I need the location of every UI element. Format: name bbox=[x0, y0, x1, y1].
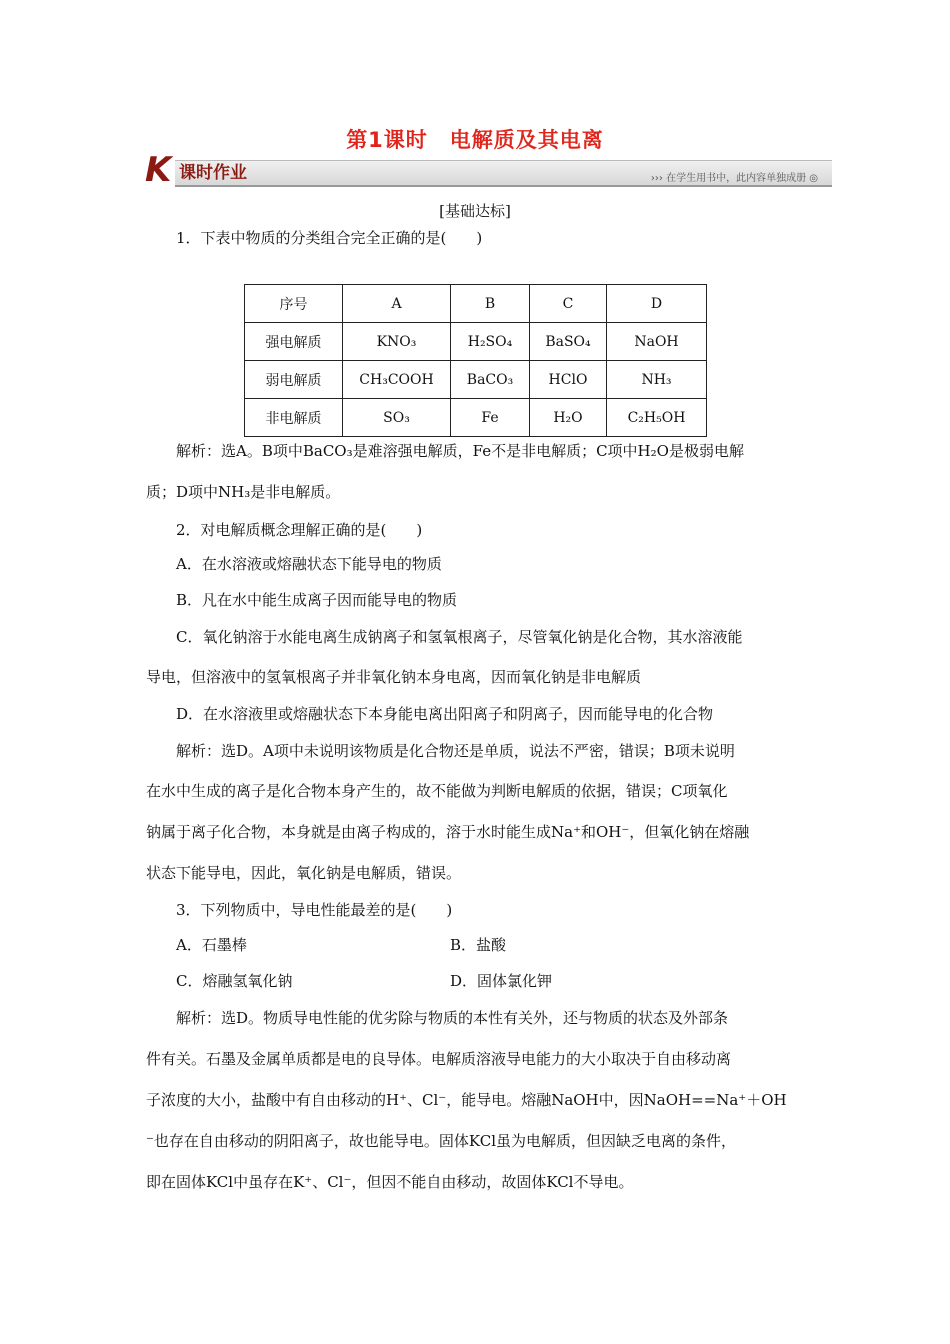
q3-analysis-line: 件有关。石墨及金属单质都是电的良导体。电解质溶液导电能力的大小取决于自由移动离 bbox=[146, 1050, 732, 1068]
table-cell: BaSO₄ bbox=[530, 323, 607, 361]
table-cell: SO₃ bbox=[343, 399, 451, 437]
table-cell: 强电解质 bbox=[245, 323, 343, 361]
table-cell: D bbox=[607, 285, 707, 323]
q3-option-c: C．熔融氢氧化钠 bbox=[176, 972, 293, 990]
q1-analysis-line: 解析：选A。B项中BaCO₃是难溶强电解质，Fe不是非电解质；C项中H₂O是极弱电解 bbox=[176, 442, 744, 460]
table-cell: C bbox=[530, 285, 607, 323]
q3-option-b: B．盐酸 bbox=[450, 936, 507, 954]
table-cell: H₂O bbox=[530, 399, 607, 437]
q3-analysis-line: ⁻也存在自由移动的阴阳离子，故也能导电。固体KCl虽为电解质，但因缺乏电离的条件， bbox=[146, 1132, 736, 1150]
table-cell: H₂SO₄ bbox=[451, 323, 530, 361]
q3-option-a: A．石墨棒 bbox=[176, 936, 247, 954]
q2-analysis-line: 在水中生成的离子是化合物本身产生的，故不能做为判断电解质的依据，错误；C项氧化 bbox=[146, 782, 728, 800]
q2-option-c: C．氧化钠溶于水能电离生成钠离子和氢氧根离子，尽管氧化钠是化合物，其水溶液能 bbox=[176, 628, 743, 646]
table-header-row bbox=[245, 285, 707, 323]
q3-analysis-line: 即在固体KCl中虽存在K⁺、Cl⁻，但因不能自由移动，故固体KCl不导电。 bbox=[146, 1173, 634, 1191]
q3-option-d: D．固体氯化钾 bbox=[450, 972, 553, 990]
table-cell: KNO₃ bbox=[343, 323, 451, 361]
table-row bbox=[245, 361, 707, 399]
homework-banner bbox=[145, 150, 832, 190]
banner-note: ››› 在学生用书中，此内容单独成册 ◎ bbox=[650, 173, 818, 184]
table-cell: CH₃COOH bbox=[343, 361, 451, 399]
table-cell: 序号 bbox=[245, 285, 343, 323]
q2-option-a: A．在水溶液或熔融状态下能导电的物质 bbox=[176, 555, 442, 573]
q2-option-c-cont: 导电，但溶液中的氢氧根离子并非氧化钠本身电离，因而氧化钠是非电解质 bbox=[146, 668, 642, 686]
table-cell: NH₃ bbox=[607, 361, 707, 399]
table-cell: HClO bbox=[530, 361, 607, 399]
q3-analysis-line: 解析：选D。物质导电性能的优劣除与物质的本性有关外，还与物质的状态及外部条 bbox=[176, 1009, 729, 1027]
q2-analysis-line: 解析：选D。A项中未说明该物质是化合物还是单质，说法不严密，错误；B项未说明 bbox=[176, 742, 735, 760]
table-cell: Fe bbox=[451, 399, 530, 437]
table-cell: BaCO₃ bbox=[451, 361, 530, 399]
q2-analysis-line: 钠属于离子化合物，本身就是由离子构成的，溶于水时能生成Na⁺和OH⁻，但氧化钠在熔融 bbox=[146, 823, 750, 841]
q1-table bbox=[244, 284, 707, 437]
table-cell: C₂H₅OH bbox=[607, 399, 707, 437]
table-cell: NaOH bbox=[607, 323, 707, 361]
q1-analysis-line: 质；D项中NH₃是非电解质。 bbox=[146, 483, 341, 501]
table-row bbox=[245, 323, 707, 361]
q2-stem: 2．对电解质概念理解正确的是( ) bbox=[176, 521, 423, 539]
q3-stem: 3．下列物质中，导电性能最差的是( ) bbox=[176, 901, 453, 919]
q1-stem: 1．下表中物质的分类组合完全正确的是( ) bbox=[176, 229, 483, 247]
q2-option-d: D．在水溶液里或熔融状态下本身能电离出阳离子和阴离子，因而能导电的化合物 bbox=[176, 705, 714, 723]
q3-analysis-line: 子浓度的大小，盐酸中有自由移动的H⁺、Cl⁻，能导电。熔融NaOH中，因NaOH==Na⁺＋OH bbox=[146, 1091, 787, 1109]
table-cell: A bbox=[343, 285, 451, 323]
table-cell: 非电解质 bbox=[245, 399, 343, 437]
q2-analysis-line: 状态下能导电，因此，氧化钠是电解质，错误。 bbox=[146, 864, 462, 882]
table-cell: 弱电解质 bbox=[245, 361, 343, 399]
table-row bbox=[245, 399, 707, 437]
q2-option-b: B．凡在水中能生成离子因而能导电的物质 bbox=[176, 591, 458, 609]
page-title: 第1课时 电解质及其电离 bbox=[346, 128, 604, 152]
banner-label: 课时作业 bbox=[179, 163, 247, 183]
section-heading: [基础达标] bbox=[439, 202, 511, 220]
table-cell: B bbox=[451, 285, 530, 323]
k-logo-icon: K bbox=[145, 150, 172, 190]
